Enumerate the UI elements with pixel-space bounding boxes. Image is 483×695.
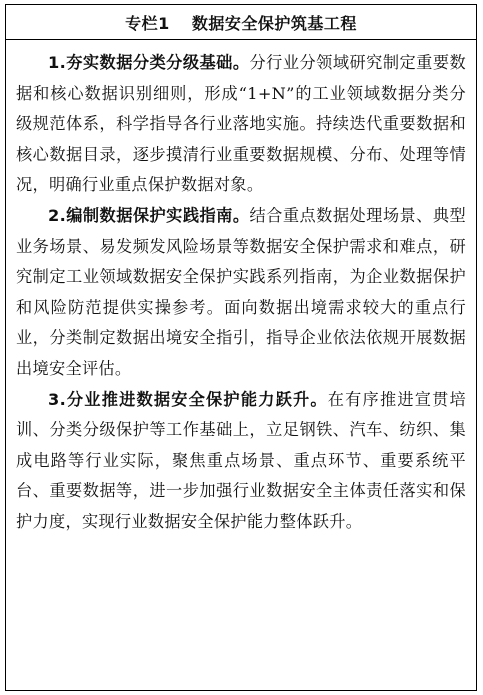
- box-title-label: 专栏1: [125, 13, 170, 33]
- paragraph-3-heading: 3.分业推进数据安全保护能力跃升。: [48, 389, 328, 409]
- paragraph-3-body: 在有序推进宣贯培训、分类分级保护等工作基础上，立足钢铁、汽车、纺织、集成电路等行业实际，聚焦重点场景、重点环节、重要系统平台、重要数据等，进一步加强行业数据安全主体责任落实和保护力度，实现行业数据安全保护能力整体跃升。: [16, 389, 467, 531]
- paragraph-1-body: 分行业分领域研究制定重要数据和核心数据识别细则，形成“1+N”的工业领域数据分类分级规范体系，科学指导各行业落地实施。持续迭代重要数据和核心数据目录，逐步摸清行业重要数据规模、分布、处理等情况，明确行业重点保护数据对象。: [16, 53, 466, 195]
- paragraph-2-body: 结合重点数据处理场景、典型业务场景、易发频发风险场景等数据安全保护需求和难点，研究制定工业领域数据安全保护实践系列指南，为企业数据保护和风险防范提供实操参考。面向数据出境需求较大的重点行业，分类制定数据出境安全指引，指导企业依法依规开展数据出境安全评估。: [16, 205, 466, 378]
- box-content: [6, 40, 476, 538]
- paragraph-3: [16, 385, 466, 538]
- paragraph-1-heading: 1.夯实数据分类分级基础。: [48, 53, 250, 72]
- box-title-text: 数据安全保护筑基工程: [191, 13, 357, 33]
- box-title: [6, 5, 476, 40]
- paragraph-2: [16, 201, 466, 385]
- paragraph-2-heading: 2.编制数据保护实践指南。: [48, 205, 250, 225]
- feature-box: [5, 4, 477, 691]
- paragraph-1: [16, 48, 466, 201]
